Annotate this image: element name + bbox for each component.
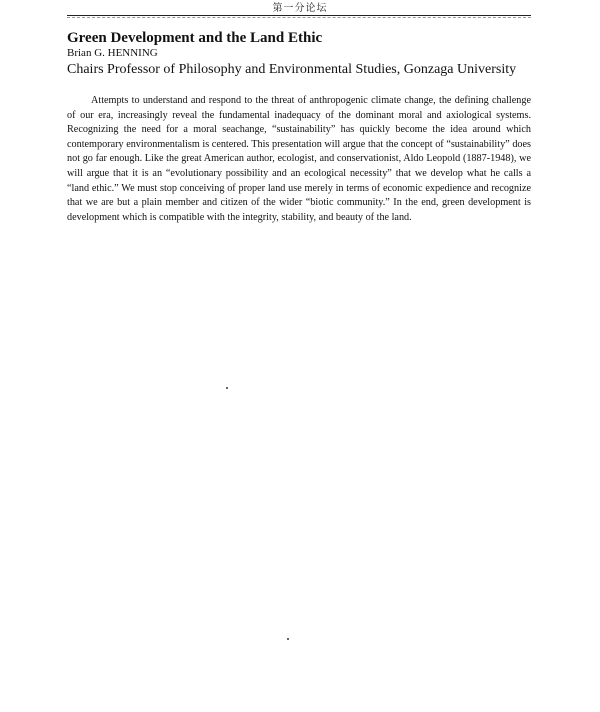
- running-header: 第一分论坛: [272, 3, 328, 14]
- scan-speck: [287, 638, 289, 640]
- author-affiliation: Chairs Professor of Philosophy and Environmental Studies, Gonzaga University: [67, 62, 517, 77]
- header-rule: [67, 15, 531, 16]
- scan-speck: [226, 387, 228, 389]
- header-rule-dashed: [67, 17, 531, 18]
- article-author: Brian G. HENNING: [67, 47, 158, 59]
- article-title: Green Development and the Land Ethic: [67, 30, 323, 46]
- abstract-paragraph: Attempts to understand and respond to the threat of anthropogenic climate change, the defining challenge of our era, increasingly reveal the fundamental inadequacy of the dominant moral and axiological systems. Recognizing the need for a moral seachange, “sustainability” has quickly become the idea around which contemporary environmentalism is centered. This presentation will argue that the concept of “sustainability” does not go far enough. Like the great American author, ecologist, and conservationist, Aldo Leopold (1887-1948), we will argue that it is an “evolutionary possibility and an ecological necessity” that we develop what he calls a “land ethic.” We must stop conceiving of proper land use merely in terms of economic expedience and recognize that we are but a plain member and citizen of the wider “biotic community.” In the end, green development is development which is compatible with the integrity, stability, and beauty of the land.: [67, 95, 531, 223]
